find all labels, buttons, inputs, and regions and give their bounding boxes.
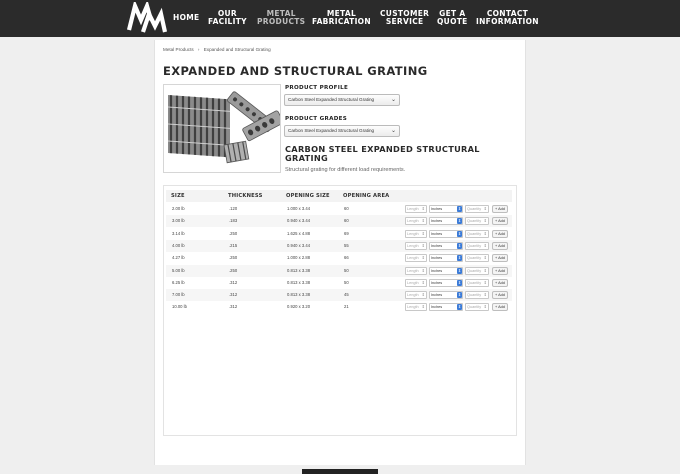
breadcrumb-current: Expanded and Structural Grating	[203, 47, 271, 52]
quantity-input[interactable]	[465, 291, 489, 299]
nav-metal-fabrication[interactable]	[312, 10, 371, 26]
opening-size-cell: 0.813 x 3.38	[287, 292, 311, 298]
thickness-cell: .250	[229, 230, 238, 236]
opening-size-cell: 0.940 x 3.44	[287, 218, 311, 224]
add-button[interactable]: + Add	[492, 205, 508, 213]
spinner-icon: ⇕	[483, 255, 487, 261]
units-select[interactable]	[429, 279, 463, 287]
quantity-input[interactable]	[465, 303, 489, 311]
quantity-placeholder: Quantity	[467, 219, 482, 224]
units-select[interactable]	[429, 267, 463, 275]
opening-area-cell: 50	[344, 279, 349, 285]
site-header	[0, 0, 680, 37]
thickness-cell: .215	[229, 242, 238, 248]
size-cell: 3.14 lb	[172, 230, 185, 236]
nav-our-facility[interactable]	[208, 10, 247, 26]
size-cell: 10.00 lb	[172, 304, 187, 310]
chevron-down-icon: ⇕	[457, 242, 462, 248]
nav-label-line1: METAL	[326, 9, 357, 18]
opening-area-cell: 60	[344, 218, 349, 224]
units-select[interactable]	[429, 217, 463, 225]
nav-label-line1: CUSTOMER	[380, 9, 430, 18]
table-row	[166, 240, 512, 252]
units-select[interactable]	[429, 230, 463, 238]
thickness-cell: .312	[229, 279, 238, 285]
spinner-icon: ⇕	[421, 206, 425, 211]
spinner-icon: ⇕	[421, 230, 425, 236]
product-heading: CARBON STEEL EXPANDED STRUCTURAL GRATING	[285, 144, 480, 163]
chevron-down-icon: ⇕	[457, 279, 462, 285]
table-row	[166, 203, 512, 215]
spinner-icon: ⇕	[483, 292, 487, 298]
length-placeholder: Length	[407, 231, 419, 236]
spinner-icon: ⇕	[483, 267, 487, 273]
nav-get-a-quote[interactable]	[437, 10, 468, 26]
table-row	[166, 228, 512, 240]
spinner-icon: ⇕	[421, 292, 425, 298]
opening-area-cell: 50	[344, 267, 349, 273]
size-cell: 5.00 lb	[172, 267, 185, 273]
product-grades-select[interactable]	[284, 125, 400, 137]
length-placeholder: Length	[407, 280, 419, 285]
spinner-icon: ⇕	[483, 304, 487, 310]
units-value: Inches	[431, 256, 443, 261]
length-input[interactable]	[405, 242, 427, 250]
table-row	[166, 277, 512, 289]
quantity-input[interactable]	[465, 254, 489, 262]
quantity-placeholder: Quantity	[467, 207, 482, 211]
thickness-cell: .312	[229, 292, 238, 298]
spinner-icon: ⇕	[421, 279, 425, 285]
nav-contact-information[interactable]	[476, 10, 539, 26]
quantity-input[interactable]	[465, 267, 489, 275]
nav-customer-service[interactable]	[380, 10, 429, 26]
units-value: Inches	[431, 207, 443, 211]
opening-area-cell: 55	[344, 242, 349, 248]
units-value: Inches	[431, 305, 443, 310]
table-row	[166, 252, 512, 264]
units-value: Inches	[431, 243, 443, 248]
column-header-opening-size: OPENING SIZE	[286, 193, 330, 199]
column-header-thickness: THICKNESS	[228, 193, 263, 199]
length-input[interactable]	[405, 267, 427, 275]
thickness-cell: .250	[229, 255, 238, 261]
units-select[interactable]	[429, 303, 463, 311]
column-header-opening-area: OPENING AREA	[343, 193, 390, 199]
spinner-icon: ⇕	[421, 267, 425, 273]
chevron-down-icon: ⇕	[457, 267, 462, 273]
nav-label-line2: QUOTE	[437, 17, 468, 26]
add-button[interactable]: + Add	[492, 217, 508, 225]
units-select[interactable]	[429, 254, 463, 262]
add-button[interactable]: + Add	[492, 242, 508, 250]
chevron-down-icon: ⇕	[457, 255, 462, 261]
opening-size-cell: 1.000 x 2.88	[287, 255, 311, 261]
length-placeholder: Length	[407, 243, 419, 248]
opening-size-cell: 1.625 x 4.88	[287, 230, 311, 236]
units-value: Inches	[431, 219, 443, 224]
quantity-input[interactable]	[465, 279, 489, 287]
breadcrumb	[163, 47, 271, 52]
nav-metal-products[interactable]	[257, 10, 305, 26]
chevron-down-icon: ⇕	[457, 218, 462, 224]
quantity-placeholder: Quantity	[467, 280, 482, 285]
nav-home[interactable]	[173, 14, 199, 22]
quantity-input[interactable]	[465, 242, 489, 250]
opening-size-cell: 0.813 x 3.38	[287, 279, 311, 285]
spinner-icon: ⇕	[421, 304, 425, 310]
thickness-cell: .250	[229, 267, 238, 273]
units-select[interactable]	[429, 242, 463, 250]
opening-area-cell: 66	[344, 255, 349, 261]
opening-size-cell: 0.940 x 3.44	[287, 242, 311, 248]
opening-size-cell: 1.000 x 3.44	[287, 206, 311, 211]
nav-label-line2: FACILITY	[208, 17, 247, 26]
opening-area-cell: 21	[344, 304, 349, 310]
opening-size-cell: 0.813 x 3.38	[287, 267, 311, 273]
nav-label-line2: PRODUCTS	[257, 17, 306, 26]
length-placeholder: Length	[407, 256, 419, 261]
table-row	[166, 215, 512, 227]
length-input[interactable]	[405, 291, 427, 299]
product-grades-value: Carbon Steel Expanded Structural Grating	[288, 128, 375, 133]
quantity-placeholder: Quantity	[467, 293, 482, 298]
product-profile-label: PRODUCT PROFILE	[285, 85, 349, 91]
spinner-icon: ⇕	[483, 218, 487, 224]
add-button[interactable]: + Add	[492, 303, 508, 311]
nav-label-line1: CONTACT	[486, 9, 529, 18]
size-cell: 3.00 lb	[172, 218, 185, 224]
quantity-placeholder: Quantity	[467, 256, 482, 261]
length-input[interactable]	[405, 230, 427, 238]
units-value: Inches	[431, 231, 443, 236]
opening-size-cell: 0.920 x 3.20	[287, 304, 311, 310]
quantity-placeholder: Quantity	[467, 243, 482, 248]
add-button[interactable]: + Add	[492, 254, 508, 262]
chevron-down-icon: ⌄	[390, 128, 396, 134]
length-input[interactable]	[405, 217, 427, 225]
column-header-size: SIZE	[171, 193, 185, 199]
length-placeholder: Length	[407, 207, 419, 211]
add-button[interactable]: + Add	[492, 291, 508, 299]
length-input[interactable]	[405, 279, 427, 287]
quantity-placeholder: Quantity	[467, 231, 482, 236]
nav-home-label: HOME	[173, 13, 200, 22]
length-placeholder: Length	[407, 305, 419, 310]
spinner-icon: ⇕	[483, 206, 487, 211]
add-button[interactable]: + Add	[492, 267, 508, 275]
length-input[interactable]	[405, 205, 427, 213]
length-placeholder: Length	[407, 293, 419, 298]
chevron-down-icon: ⇕	[457, 230, 462, 236]
nav-label-line1: METAL	[266, 9, 296, 18]
breadcrumb-parent-link[interactable]: Metal Products	[163, 47, 194, 52]
chevron-down-icon: ⇕	[457, 304, 462, 310]
length-placeholder: Length	[407, 219, 419, 224]
spinner-icon: ⇕	[483, 230, 487, 236]
thickness-cell: .120	[229, 206, 238, 211]
add-button[interactable]: + Add	[492, 230, 508, 238]
length-input[interactable]	[405, 303, 427, 311]
spinner-icon: ⇕	[421, 255, 425, 261]
size-cell: 6.25 lb	[172, 279, 185, 285]
quantity-placeholder: Quantity	[467, 305, 482, 310]
size-cell: 2.00 lb	[172, 206, 185, 211]
units-select[interactable]	[429, 291, 463, 299]
thickness-cell: .312	[229, 304, 238, 310]
length-input[interactable]	[405, 254, 427, 262]
breadcrumb-separator: ›	[197, 47, 200, 52]
product-profile-value: Carbon Steel Expanded Structural Grating	[288, 97, 375, 102]
product-description: Structural grating for different load requirements.	[285, 167, 406, 173]
nav-label-line2: SERVICE	[385, 17, 424, 26]
opening-area-cell: 69	[344, 230, 349, 236]
quantity-input[interactable]	[465, 205, 489, 213]
units-value: Inches	[431, 293, 443, 298]
opening-area-cell: 60	[344, 206, 349, 211]
spinner-icon: ⇕	[483, 242, 487, 248]
bottom-tab[interactable]	[302, 469, 378, 474]
chevron-down-icon: ⇕	[457, 206, 462, 211]
product-profile-select[interactable]	[284, 94, 400, 106]
nav-label-line2: FABRICATION	[312, 17, 371, 26]
add-button[interactable]: + Add	[492, 279, 508, 287]
units-value: Inches	[431, 268, 443, 273]
length-placeholder: Length	[407, 268, 419, 273]
nav-label-line2: INFORMATION	[476, 17, 539, 26]
opening-area-cell: 45	[344, 292, 349, 298]
units-value: Inches	[431, 280, 443, 285]
chevron-down-icon: ⇕	[457, 292, 462, 298]
quantity-placeholder: Quantity	[467, 268, 482, 273]
spinner-icon: ⇕	[421, 218, 425, 224]
thickness-cell: .183	[229, 218, 238, 224]
table-header-row	[166, 190, 512, 202]
spinner-icon: ⇕	[483, 279, 487, 285]
mm-logo-icon[interactable]	[127, 2, 167, 34]
size-cell: 4.00 lb	[172, 242, 185, 248]
nav-label-line1: OUR	[217, 9, 238, 18]
page-title: EXPANDED AND STRUCTURAL GRATING	[163, 64, 428, 78]
table-row	[166, 301, 512, 313]
grating-image-icon	[164, 85, 280, 172]
spinner-icon: ⇕	[421, 242, 425, 248]
size-cell: 4.27 lb	[172, 255, 185, 261]
quantity-input[interactable]	[465, 230, 489, 238]
chevron-down-icon: ⌄	[390, 97, 396, 103]
table-row	[166, 289, 512, 301]
product-image	[163, 84, 281, 173]
table-row	[166, 265, 512, 277]
quantity-input[interactable]	[465, 217, 489, 225]
product-grades-label: PRODUCT GRADES	[285, 116, 348, 122]
nav-label-line1: GET A	[439, 9, 466, 18]
size-cell: 7.00 lb	[172, 292, 185, 298]
units-select[interactable]	[429, 205, 463, 213]
